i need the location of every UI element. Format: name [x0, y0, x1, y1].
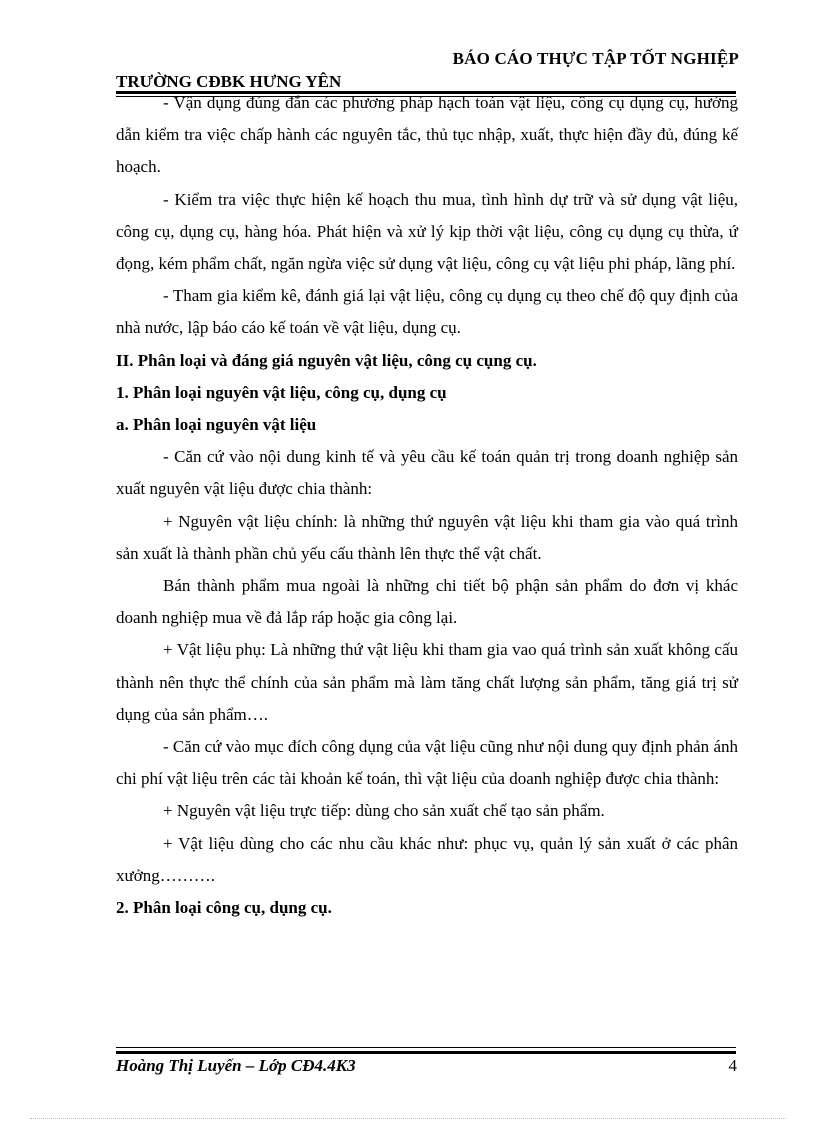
paragraph: - Kiểm tra việc thực hiện kế hoạch thu mua, tình hình dự trữ và sử dụng vật liệu, công cụ, dụng cụ, hàng hóa. Phát hiện và xử lý kịp thời vật liệu, công cụ dụng cụ thừa, ứ đọng, kém phẩm chất, ngăn ngừa việc sử dụng vật liệu, công cụ vật liệu phi pháp, lãng phí.	[116, 189, 738, 274]
footer-rule-thin	[116, 1047, 736, 1048]
subsection-heading: 1. Phân loại nguyên vật liệu, công cụ, dụng cụ	[116, 382, 447, 402]
school-name: TRƯỜNG CĐBK HƯNG YÊN	[116, 72, 342, 91]
footer-rule-thick	[116, 1051, 736, 1054]
subsection-heading: a. Phân loại nguyên vật liệu	[116, 415, 317, 435]
paragraph: + Nguyên vật liệu chính: là những thứ nguyên vật liệu khi tham gia vào quá trình sản xuất là thành phần chủ yếu cấu thành lên thực thể vật chất.	[116, 511, 738, 563]
paragraph: - Căn cứ vào mục đích công dụng của vật liệu cũng như nội dung quy định phản ánh chi phí vật liệu trên các tài khoản kế toán, thì vật liệu của doanh nghiệp được chia thành:	[116, 737, 738, 789]
paragraph: + Vật liệu dùng cho các nhu cầu khác như: phục vụ, quản lý sản xuất ở các phân xưởng……….	[116, 833, 738, 885]
paragraph: + Nguyên vật liệu trực tiếp: dùng cho sản xuất chế tạo sản phẩm.	[163, 801, 605, 821]
report-title: BÁO CÁO THỰC TẬP TỐT NGHIỆP	[452, 49, 739, 68]
footer-author: Hoàng Thị Luyến – Lớp CĐ4.4K3	[116, 1056, 356, 1075]
paragraph: - Vận dụng đúng đắn các phương pháp hạch toán vật liệu, công cụ dụng cụ, hướng dẫn kiểm tra việc chấp hành các nguyên tắc, thủ tục nhập, xuất, thực hiện đầy đủ, đúng kế hoạch.	[116, 93, 738, 177]
document-body	[116, 87, 738, 924]
subsection-heading: 2. Phân loại công cụ, dụng cụ.	[116, 898, 332, 918]
section-heading: II. Phân loại và đáng giá nguyên vật liệu, công cụ cụng cụ.	[116, 350, 537, 370]
paragraph: - Căn cứ vào nội dung kinh tế và yêu cầu kế toán quản trị trong doanh nghiệp sản xuất nguyên vật liệu được chia thành:	[116, 447, 738, 499]
page-number: 4	[728, 1056, 737, 1075]
paragraph: + Vật liệu phụ: Là những thứ vật liệu khi tham gia vao quá trình sản xuất không cấu thành nên thực thể chính của sản phẩm mà làm tăng chất lượng sản phẩm, tăng giá trị sử dụng của sản phẩm….	[116, 640, 738, 724]
paragraph: - Tham gia kiểm kê, đánh giá lại vật liệu, công cụ dụng cụ theo chế độ quy định của nhà nước, lập báo cáo kế toán về vật liệu, dụng cụ.	[116, 286, 738, 338]
paragraph: Bán thành phẩm mua ngoài là những chi tiết bộ phận sản phẩm do đơn vị khác doanh nghiệp mua về đả lắp ráp hoặc gia công lại.	[116, 576, 738, 628]
page-edge-divider	[30, 1118, 786, 1119]
